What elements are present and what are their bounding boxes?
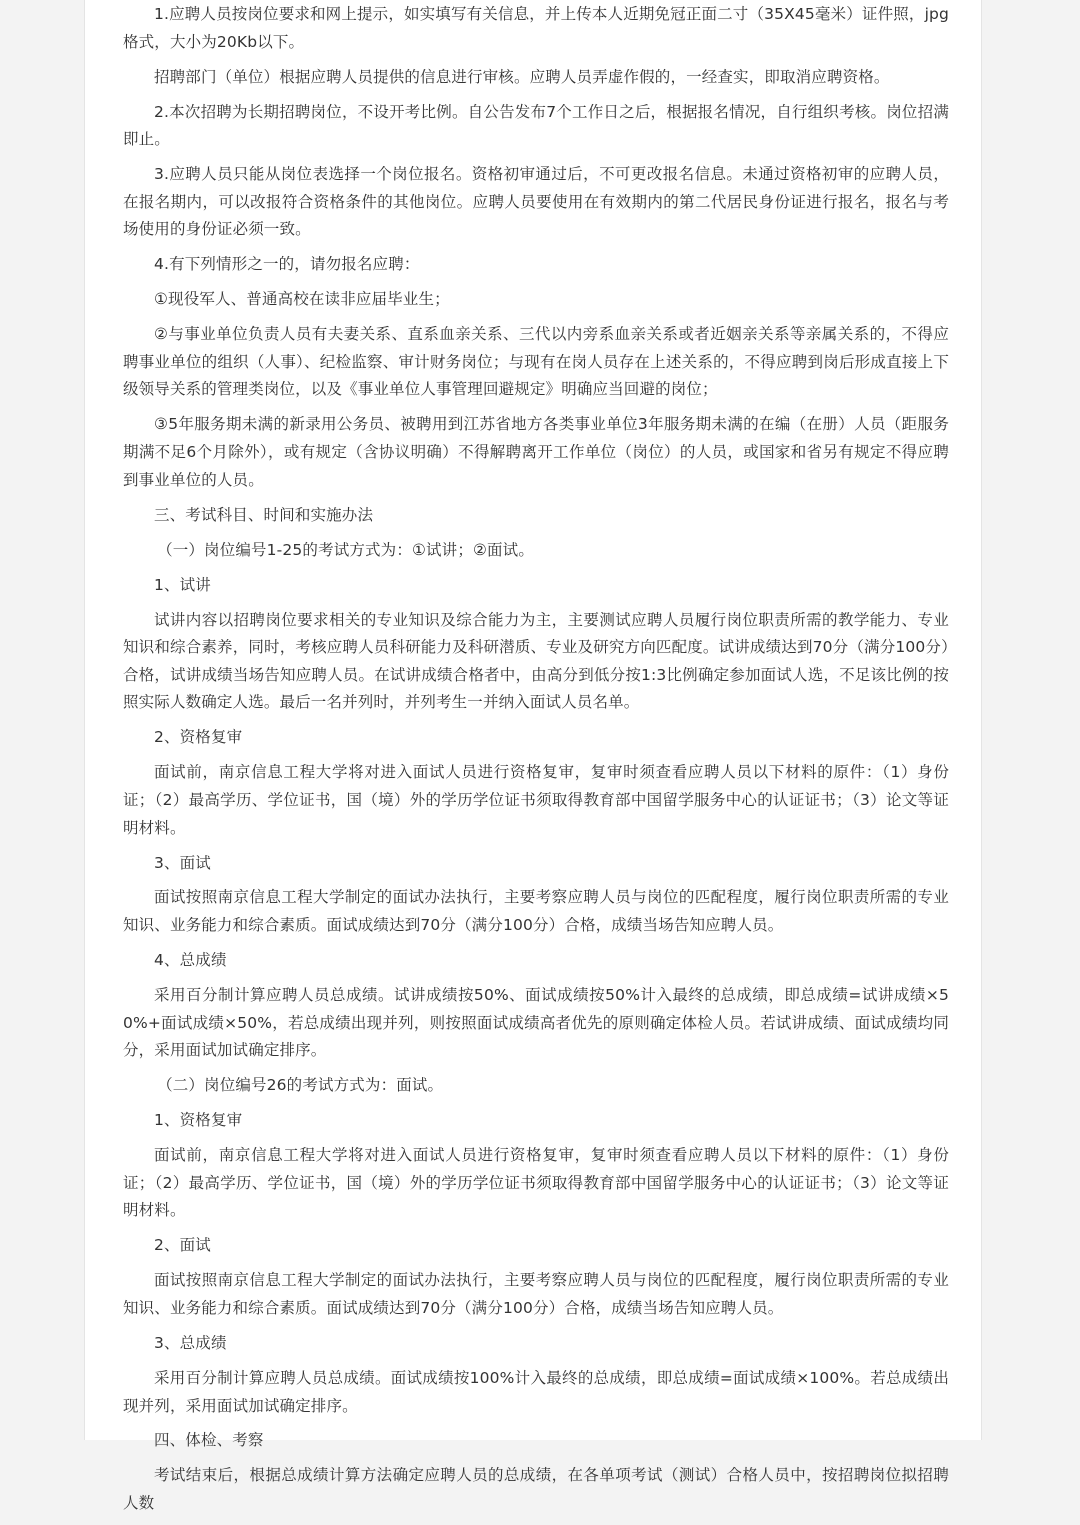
paragraph-long-term: 2.本次招聘为长期招聘岗位，不设开考比例。自公告发布7个工作日之后，根据报名情况，自行组织考核。岗位招满即止。 xyxy=(123,102,949,149)
paragraph-exclusion-2: ②与事业单位负责人员有夫妻关系、直系血亲关系、三代以内旁系血亲关系或者近姻亲关系等亲属关系的，不得应聘事业单位的组织（人事）、纪检监察、审计财务岗位；与现有在岗人员存在上述关系的，不得应聘到岗后形成直接上下级领导关系的管理类岗位，以及《事业单位人事管理回避规定》明确应当回避的岗位； xyxy=(123,325,949,399)
document-page xyxy=(84,0,982,1513)
paragraph-interview-2: 面试按照南京信息工程大学制定的面试办法执行，主要考察应聘人员与岗位的匹配程度，履行岗位职责所需的专业知识、业务能力和综合素质。面试成绩达到70分（满分100分）合格，成绩当场告知应聘人员。 xyxy=(123,1271,949,1317)
paragraph-total-score: 采用百分制计算应聘人员总成绩。试讲成绩按50%、面试成绩按50%计入最终的总成绩，即总成绩=试讲成绩×50%+面试成绩×50%，若总成绩出现并列，则按照面试成绩高者优先的原则确定体检人员。若试讲成绩、面试成绩均同分，采用面试加试确定排序。 xyxy=(123,986,949,1060)
paragraph-review: 招聘部门（单位）根据应聘人员提供的信息进行审核。应聘人员弄虚作假的，一经查实，即取消应聘资格。 xyxy=(154,67,890,86)
paragraph-exclusions-intro: 4.有下列情形之一的，请勿报名应聘： xyxy=(154,255,420,274)
item-heading-qualification-review: 2、资格复审 xyxy=(154,728,243,747)
paragraph-qualification-review-2: 面试前，南京信息工程大学将对进入面试人员进行资格复审，复审时须查看应聘人员以下材料的原件：（1）身份证；（2）最高学历、学位证书，国（境）外的学历学位证书须取得教育部中国留学服务中心的认证证书；（3）论文等证明材料。 xyxy=(123,1146,949,1220)
paragraph-interview: 面试按照南京信息工程大学制定的面试办法执行，主要考察应聘人员与岗位的匹配程度，履行岗位职责所需的专业知识、业务能力和综合素质。面试成绩达到70分（满分100分）合格，成绩当场告知应聘人员。 xyxy=(123,888,949,935)
item-heading-total-score: 4、总成绩 xyxy=(154,951,227,970)
section-heading-exam: 三、考试科目、时间和实施办法 xyxy=(154,505,374,524)
subsection-heading-26: （二）岗位编号26的考试方式为：面试。 xyxy=(157,1076,444,1095)
document-body xyxy=(123,0,949,1525)
subsection-heading-1-25: （一）岗位编号1-25的考试方式为：①试讲；②面试。 xyxy=(157,540,534,559)
item-heading-interview-2: 2、面试 xyxy=(154,1236,211,1255)
item-heading-total-score-2: 3、总成绩 xyxy=(154,1333,227,1352)
paragraph-total-score-2: 采用百分制计算应聘人员总成绩。面试成绩按100%计入最终的总成绩，即总成绩=面试成绩×100%。若总成绩出现并列，采用面试加试确定排序。 xyxy=(123,1368,949,1415)
section-heading-physical-exam: 四、体检、考察 xyxy=(154,1431,264,1450)
paragraph-trial-lecture: 试讲内容以招聘岗位要求相关的专业知识及综合能力为主，主要测试应聘人员履行岗位职责所需的教学能力、专业知识和综合素养，同时，考核应聘人员科研能力及科研潜质、专业及研究方向匹配度。试讲成绩达到70分（满分100分）合格，试讲成绩当场告知应聘人员。在试讲成绩合格者中，由高分到低分按1:3比例确定参加面试人选，不足该比例的按照实际人数确定人选。最后一名并列时，并列考生一并纳入面试人员名单。 xyxy=(123,610,949,712)
paragraph-physical-exam: 考试结束后，根据总成绩计算方法确定应聘人员的总成绩，在各单项考试（测试）合格人员中，按招聘岗位拟招聘人数 xyxy=(123,1466,949,1513)
item-heading-interview: 3、面试 xyxy=(154,853,211,872)
paragraph-qualification-review: 面试前，南京信息工程大学将对进入面试人员进行资格复审，复审时须查看应聘人员以下材料的原件：（1）身份证；（2）最高学历、学位证书，国（境）外的学历学位证书须取得教育部中国留学服务中心的认证证书；（3）论文等证明材料。 xyxy=(123,763,949,837)
item-heading-trial-lecture: 1、试讲 xyxy=(154,575,211,594)
item-heading-qualification-review-2: 1、资格复审 xyxy=(154,1111,243,1130)
paragraph-application-info: 1.应聘人员按岗位要求和网上提示，如实填写有关信息，并上传本人近期免冠正面二寸（35X45毫米）证件照，jpg格式，大小为20Kb以下。 xyxy=(123,5,949,51)
paragraph-exclusion-1: ①现役军人、普通高校在读非应届毕业生； xyxy=(154,290,450,309)
paragraph-one-position: 3.应聘人员只能从岗位表选择一个岗位报名。资格初审通过后，不可更改报名信息。未通过资格初审的应聘人员，在报名期内，可以改报符合资格条件的其他岗位。应聘人员要使用在有效期内的第二代居民身份证进行报名，报名与考场使用的身份证必须一致。 xyxy=(123,165,949,239)
paragraph-exclusion-3: ③5年服务期未满的新录用公务员、被聘用到江苏省地方各类事业单位3年服务期未满的在编（在册）人员（距服务期满不足6个月除外），或有规定（含协议明确）不得解聘离开工作单位（岗位）的人员，或国家和省另有规定不得应聘到事业单位的人员。 xyxy=(123,415,949,489)
